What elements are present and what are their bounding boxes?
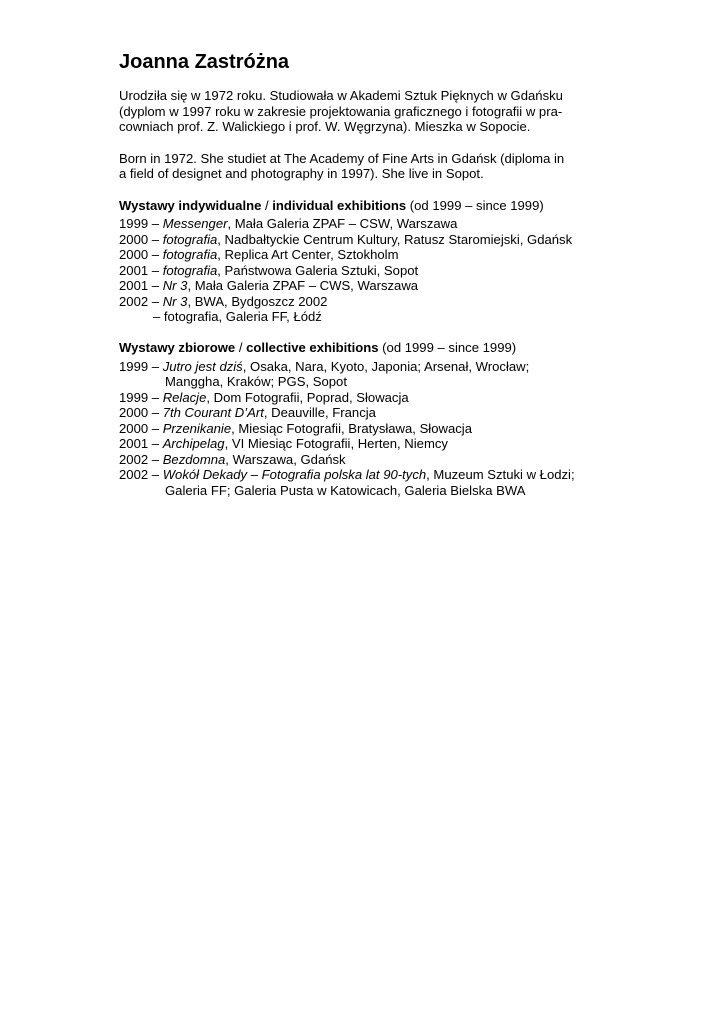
entry-year: 2002 –	[119, 451, 163, 467]
entry-details: , Warszawa, Gdańsk	[225, 451, 346, 467]
entry-year: 2000 –	[119, 247, 163, 263]
entry-title: Bezdomna	[162, 451, 226, 467]
bio-polish-line: cowniach prof. Z. Walickiego i prof. W. Węgrzyna). Mieszka w Sopocie.	[119, 119, 531, 135]
entry-title: Nr 3	[162, 278, 188, 294]
entry-title: fotografia	[162, 231, 218, 247]
bio-polish-line: (dyplom w 1997 roku w zakresie projektowania graficznego i fotografii w pra-	[119, 103, 563, 119]
entry-details: , Nadbałtyckie Centrum Kultury, Ratusz Staromiejski, Gdańsk	[217, 231, 573, 247]
entry-details: , Miesiąc Fotografii, Bratysława, Słowacja	[231, 420, 472, 436]
list-item	[119, 390, 619, 406]
heading-range: (od 1999 – since 1999)	[406, 197, 544, 213]
heading-title-en: individual exhibitions	[272, 197, 407, 213]
entry-details: , Mała Galeria ZPAF – CSW, Warszawa	[227, 216, 458, 232]
entry-details: , Dom Fotografii, Poprad, Słowacja	[206, 389, 409, 405]
list-item	[119, 216, 619, 232]
heading-title-pl: Wystawy zbiorowe	[119, 340, 236, 356]
entry-year: 2000 –	[119, 231, 163, 247]
entry-details: , Deauville, Francja	[263, 405, 376, 421]
entry-year: 2000 –	[119, 405, 163, 421]
heading-title-en: collective exhibitions	[246, 340, 379, 356]
entry-year: 1999 –	[119, 389, 163, 405]
entry-title: Nr 3	[162, 293, 188, 309]
list-item-continuation: Manggha, Kraków; PGS, Sopot	[165, 374, 347, 390]
entry-title: fotografia	[162, 247, 218, 263]
entry-year: 2001 –	[119, 436, 163, 452]
bio-english-line: a field of designet and photography in 1997). She live in Sopot.	[119, 166, 484, 182]
bio-polish	[119, 88, 619, 135]
entry-details: , Mała Galeria ZPAF – CWS, Warszawa	[187, 278, 419, 294]
list-item	[119, 452, 619, 468]
entry-year: 1999 –	[119, 216, 163, 232]
entry-year: 2002 –	[119, 293, 163, 309]
entry-year: 2000 –	[119, 420, 163, 436]
entry-year: 1999 –	[119, 358, 163, 374]
list-item	[119, 247, 619, 263]
list-item-continuation: – fotografia, Galeria FF, Łódź	[153, 309, 322, 325]
entry-title: Archipelag	[162, 436, 225, 452]
entry-title: fotografia	[162, 262, 218, 278]
entry-year: 2002 –	[119, 467, 163, 483]
list-item	[119, 278, 619, 294]
entry-title: Relacje	[162, 389, 207, 405]
entry-details: , Replica Art Center, Sztokholm	[217, 247, 399, 263]
artist-name: Joanna Zastróżna	[119, 51, 290, 73]
heading-separator: /	[235, 340, 247, 356]
list-item	[119, 405, 619, 421]
entry-title: 7th Courant D’Art	[162, 405, 264, 421]
bio-english-line: Born in 1972. She studiet at The Academy of Fine Arts in Gdańsk (diploma in	[119, 150, 565, 166]
heading-separator: /	[261, 197, 273, 213]
heading-title-pl: Wystawy indywidualne	[119, 197, 262, 213]
entry-title: Wokół Dekady – Fotografia polska lat 90-tych	[162, 467, 427, 483]
list-item	[119, 232, 619, 248]
bio-english	[119, 151, 619, 182]
bio-polish-line: Urodziła się w 1972 roku. Studiowała w Akademi Sztuk Pięknych w Gdańsku	[119, 88, 563, 103]
list-item	[119, 467, 619, 483]
collective-exhibitions-heading	[119, 340, 619, 356]
list-item	[119, 421, 619, 437]
entry-details: , BWA, Bydgoszcz 2002	[187, 293, 328, 309]
entry-details: , VI Miesiąc Fotografii, Herten, Niemcy	[224, 436, 448, 452]
entry-title: Przenikanie	[162, 420, 232, 436]
document-page	[119, 50, 619, 498]
list-item	[119, 263, 619, 279]
entry-title: Messenger	[162, 216, 228, 232]
list-item	[119, 294, 619, 310]
entry-title: Jutro jest dziś	[162, 358, 243, 374]
individual-exhibitions-list	[119, 216, 619, 325]
entry-details: , Muzeum Sztuki w Łodzi;	[426, 467, 575, 483]
entry-year: 2001 –	[119, 262, 163, 278]
entry-year: 2001 –	[119, 278, 163, 294]
list-item	[119, 359, 619, 375]
entry-details: , Państwowa Galeria Sztuki, Sopot	[217, 262, 419, 278]
entry-details: , Osaka, Nara, Kyoto, Japonia; Arsenał, Wrocław;	[242, 358, 530, 374]
heading-range: (od 1999 – since 1999)	[378, 340, 517, 356]
collective-exhibitions-list	[119, 359, 619, 499]
list-item	[119, 436, 619, 452]
list-item-continuation: Galeria FF; Galeria Pusta w Katowicach, Galeria Bielska BWA	[165, 482, 526, 498]
individual-exhibitions-heading	[119, 198, 619, 214]
